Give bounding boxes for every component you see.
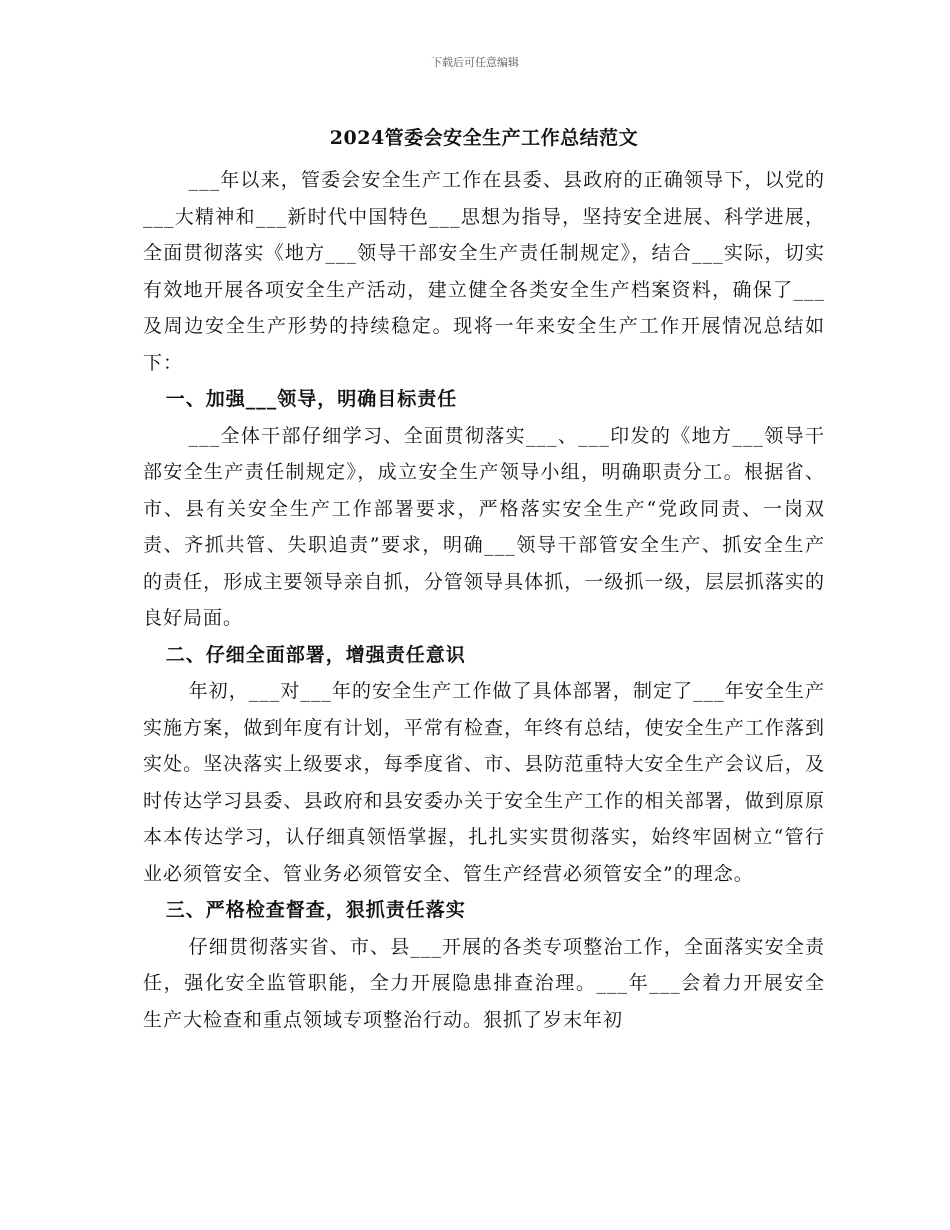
document-body <box>143 122 825 1038</box>
section-paragraph: ___全体干部仔细学习、全面贯彻落实___、___印发的《地方___领导干部安全生产责任制规定》，成立安全生产领导小组，明确职责分工。根据省、市、县有关安全生产工作部署要求，严格落实安全生产“党政同责、一岗双责、齐抓共管、失职追责”要求，明确___领导干部管安全生产、抓安全生产的责任，形成主要领导亲自抓，分管领导具体抓，一级抓一级，层层抓落实的良好局面。 <box>143 424 825 629</box>
section-paragraph: 仔细贯彻落实省、市、县___开展的各类专项整治工作，全面落实安全责任，强化安全监管职能，全力开展隐患排查治理。___年___会着力开展安全生产大检查和重点领域专项整治行动。狠抓了岁末年初 <box>143 935 825 1031</box>
page-header-note: 下载后可任意编辑 <box>431 56 519 69</box>
section-paragraph: 年初，___对___年的安全生产工作做了具体部署，制定了___年安全生产实施方案，做到年度有计划，平常有检查，年终有总结，使安全生产工作落到实处。坚决落实上级要求，每季度省、市、县防范重特大安全生产会议后，及时传达学习县委、县政府和县安委办关于安全生产工作的相关部署，做到原原本本传达学习，认仔细真领悟掌握，扎扎实实贯彻落实，始终牢固树立“管行业必须管安全、管业务必须管安全、管生产经营必须管安全”的理念。 <box>143 680 825 885</box>
section-2 <box>143 637 825 893</box>
section-heading: 三、严格检查督查，狠抓责任落实 <box>165 899 466 921</box>
intro-paragraph: ___年以来，管委会安全生产工作在县委、县政府的正确领导下，以党的___大精神和___新时代中国特色___思想为指导，坚持安全进展、科学进展，全面贯彻落实《地方___领导干部安全生产责任制规定》，结合___实际，切实有效地开展各项安全生产活动，建立健全各类安全生产档案资料，确保了___及周边安全生产形势的持续稳定。现将一年来安全生产工作开展情况总结如下： <box>143 169 825 374</box>
section-3 <box>143 892 825 1038</box>
section-1 <box>143 381 825 637</box>
section-heading: 二、仔细全面部署，增强责任意识 <box>165 643 466 666</box>
document-title: 2024管委会安全生产工作总结范文 <box>329 127 639 149</box>
section-heading: 一、加强___领导，明确目标责任 <box>165 388 458 410</box>
